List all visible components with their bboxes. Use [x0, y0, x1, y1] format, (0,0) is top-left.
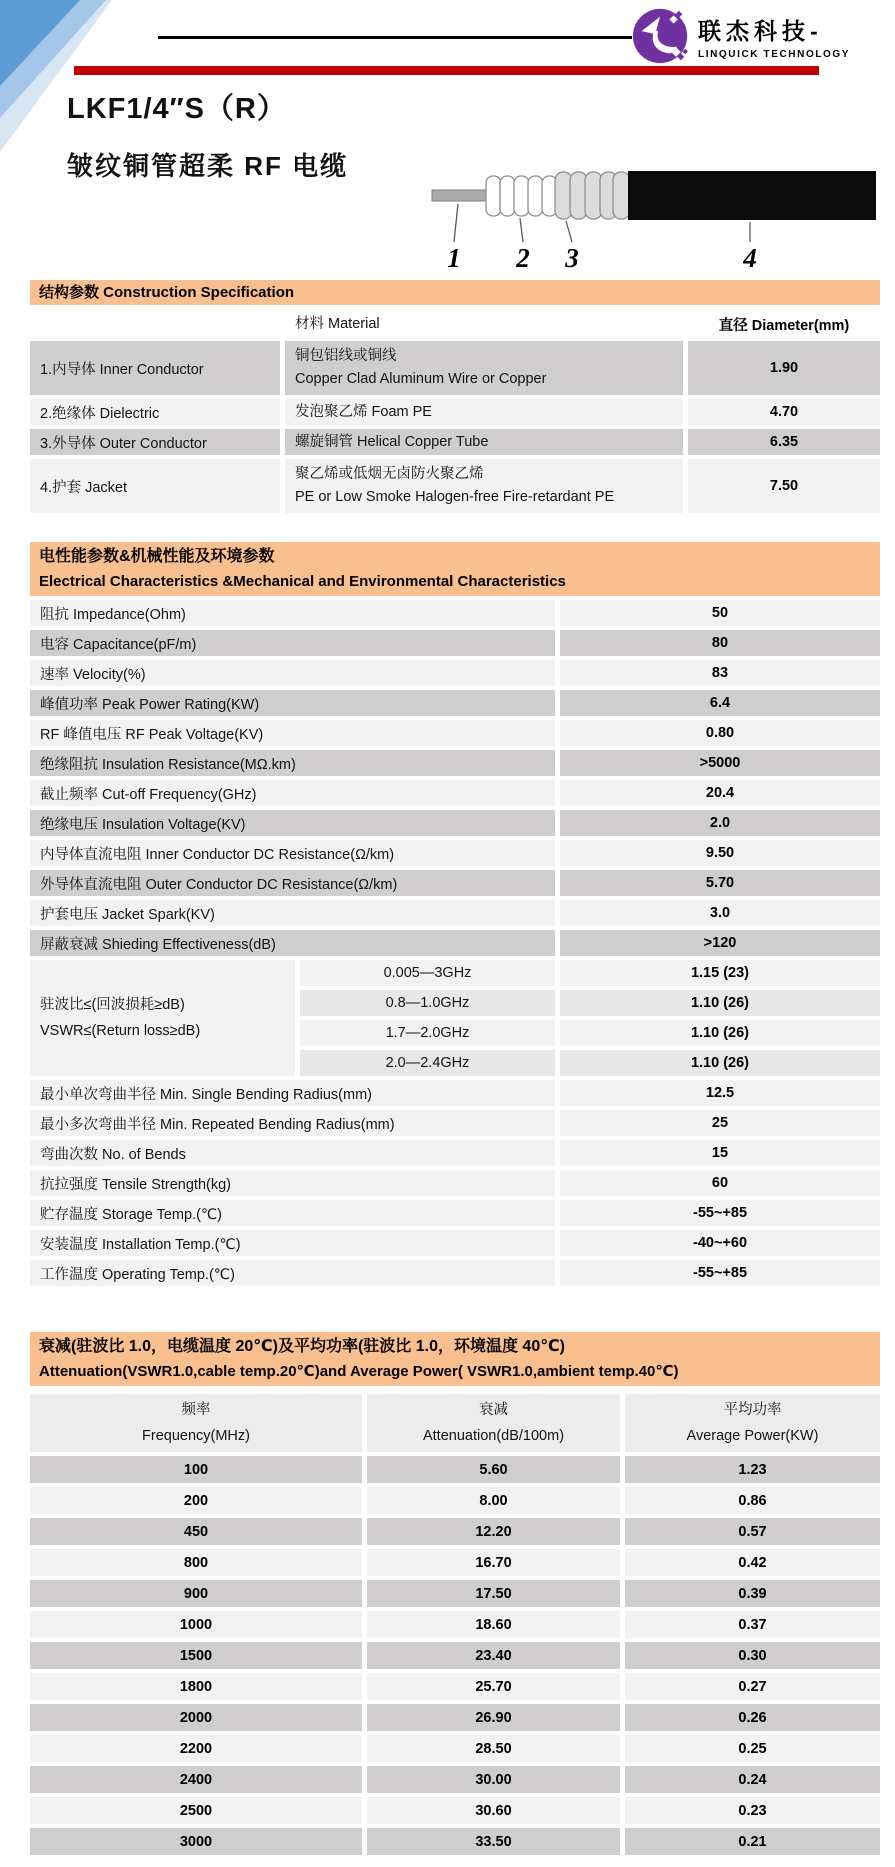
spec-value: 5.70 [560, 870, 880, 896]
table-row [30, 459, 880, 513]
spec-value: >120 [560, 930, 880, 956]
brand-logo [630, 5, 850, 67]
table-row [30, 1611, 880, 1638]
spec-label: RF 峰值电压 RF Peak Voltage(KV) [30, 720, 555, 746]
table-row [30, 399, 880, 425]
attenuation-value: 18.60 [367, 1611, 620, 1638]
attenuation-column-header: 衰减 Attenuation(dB/100m) [367, 1394, 620, 1452]
table-row [30, 1487, 880, 1514]
table-row [300, 1020, 880, 1046]
attenuation-section-title-en: Attenuation(VSWR1.0,cable temp.20℃)and Average Power( VSWR1.0,ambient temp.40℃) [39, 1363, 679, 1380]
attenuation-value: 8.00 [367, 1487, 620, 1514]
power-value: 0.27 [625, 1673, 880, 1700]
spec-label: 绝缘电压 Insulation Voltage(KV) [30, 810, 555, 836]
vswr-range: 0.8—1.0GHz [300, 990, 555, 1016]
layer-name: 1.内导体 Inner Conductor [30, 341, 280, 395]
power-value: 1.23 [625, 1456, 880, 1483]
product-model-title: LKF1/4″S（R） [67, 93, 287, 125]
spec-value: -40~+60 [560, 1230, 880, 1256]
layer-diameter: 4.70 [688, 399, 880, 425]
layer-material: 发泡聚乙烯 Foam PE [285, 399, 683, 425]
table-row [300, 1050, 880, 1076]
table-row [30, 341, 880, 395]
spec-label: 阻抗 Impedance(Ohm) [30, 600, 555, 626]
spec-label: 弯曲次数 No. of Bends [30, 1140, 555, 1166]
vswr-value: 1.15 (23) [560, 960, 880, 986]
frequency-value: 3000 [30, 1828, 362, 1855]
table-row [30, 870, 880, 896]
table-row [30, 1170, 880, 1196]
table-row [30, 810, 880, 836]
electrical-section-title-en: Electrical Characteristics &Mechanical and Environmental Characteristics [39, 573, 566, 590]
attenuation-value: 30.00 [367, 1766, 620, 1793]
electrical-section-title-cn: 电性能参数&机械性能及环境参数 [39, 548, 275, 565]
spec-value: 0.80 [560, 720, 880, 746]
attenuation-value: 25.70 [367, 1673, 620, 1700]
table-row [30, 600, 880, 626]
table-row [30, 1642, 880, 1669]
spec-value: -55~+85 [560, 1200, 880, 1226]
table-header-row [30, 311, 880, 337]
blank-header-cell [30, 311, 280, 337]
table-row [30, 1704, 880, 1731]
power-value: 0.21 [625, 1828, 880, 1855]
table-row [30, 1140, 880, 1166]
table-row [30, 780, 880, 806]
table-row [30, 1549, 880, 1576]
attenuation-section-title-cn: 衰减(驻波比 1.0，电缆温度 20℃)及平均功率(驻波比 1.0，环境温度 40℃) [39, 1338, 565, 1355]
power-value: 0.86 [625, 1487, 880, 1514]
attenuation-header-row [30, 1394, 880, 1452]
attenuation-value: 26.90 [367, 1704, 620, 1731]
electrical-section-header [30, 542, 880, 596]
table-row [30, 1080, 880, 1106]
diagram-label-3: 3 [565, 243, 579, 273]
layer-name: 3.外导体 Outer Conductor [30, 429, 280, 455]
frequency-value: 2500 [30, 1797, 362, 1824]
spec-value: 50 [560, 600, 880, 626]
frequency-value: 2400 [30, 1766, 362, 1793]
electrical-rows-top [30, 600, 880, 956]
spec-value: 12.5 [560, 1080, 880, 1106]
table-row [30, 750, 880, 776]
page-content [30, 280, 880, 1859]
spec-label: 贮存温度 Storage Temp.(℃) [30, 1200, 555, 1226]
power-value: 0.25 [625, 1735, 880, 1762]
spec-label: 最小单次弯曲半径 Min. Single Bending Radius(mm) [30, 1080, 555, 1106]
table-row [30, 1110, 880, 1136]
spec-label: 最小多次弯曲半径 Min. Repeated Bending Radius(mm) [30, 1110, 555, 1136]
frequency-value: 800 [30, 1549, 362, 1576]
table-row [30, 1580, 880, 1607]
product-name-subtitle: 皱纹铜管超柔 RF 电缆 [67, 151, 349, 181]
table-row [30, 1735, 880, 1762]
table-row [30, 1260, 880, 1286]
table-row [30, 1456, 880, 1483]
spec-value: 15 [560, 1140, 880, 1166]
spec-label: 工作温度 Operating Temp.(℃) [30, 1260, 555, 1286]
table-row [30, 1200, 880, 1226]
diagram-label-4: 4 [743, 243, 757, 273]
frequency-value: 2000 [30, 1704, 362, 1731]
spec-label: 外导体直流电阻 Outer Conductor DC Resistance(Ω/km) [30, 870, 555, 896]
table-row [30, 930, 880, 956]
spec-label: 安装温度 Installation Temp.(℃) [30, 1230, 555, 1256]
construction-table [30, 311, 880, 513]
spec-value: 3.0 [560, 900, 880, 926]
spec-value: 83 [560, 660, 880, 686]
table-row [30, 690, 880, 716]
header-rule-line [158, 36, 632, 39]
layer-diameter: 1.90 [688, 341, 880, 395]
table-row [30, 900, 880, 926]
table-row [30, 1797, 880, 1824]
table-row [30, 1673, 880, 1700]
layer-diameter: 7.50 [688, 459, 880, 513]
diagram-outer-conductor [555, 172, 630, 219]
layer-material: 螺旋铜管 Helical Copper Tube [285, 429, 683, 455]
vswr-range: 1.7—2.0GHz [300, 1020, 555, 1046]
red-accent-bar [74, 66, 819, 75]
vswr-range: 0.005—3GHz [300, 960, 555, 986]
brand-name-en: LINQUICK TECHNOLOGY [698, 48, 851, 60]
diameter-column-header: 直径 Diameter(mm) [718, 317, 850, 334]
layer-material: 铜包铝线或铜线 Copper Clad Aluminum Wire or Copper [285, 341, 683, 395]
spec-label: 抗拉强度 Tensile Strength(kg) [30, 1170, 555, 1196]
layer-name: 2.绝缘体 Dielectric [30, 399, 280, 425]
vswr-block [30, 960, 880, 1076]
attenuation-value: 16.70 [367, 1549, 620, 1576]
spec-value: 20.4 [560, 780, 880, 806]
spec-label: 速率 Velocity(%) [30, 660, 555, 686]
cable-diagram [428, 168, 880, 274]
table-row [30, 840, 880, 866]
attenuation-value: 17.50 [367, 1580, 620, 1607]
brand-name-cn: 联杰科技- [698, 17, 823, 44]
attenuation-value: 23.40 [367, 1642, 620, 1669]
power-value: 0.24 [625, 1766, 880, 1793]
attenuation-value: 5.60 [367, 1456, 620, 1483]
table-row [30, 1518, 880, 1545]
brand-name [698, 13, 850, 60]
power-value: 0.57 [625, 1518, 880, 1545]
spec-label: 绝缘阻抗 Insulation Resistance(MΩ.km) [30, 750, 555, 776]
diagram-inner-conductor [432, 190, 490, 201]
power-column-header: 平均功率 Average Power(KW) [625, 1394, 880, 1452]
table-row [30, 429, 880, 455]
spec-value: 2.0 [560, 810, 880, 836]
power-value: 0.30 [625, 1642, 880, 1669]
table-row [300, 990, 880, 1016]
vswr-range: 2.0—2.4GHz [300, 1050, 555, 1076]
spec-value: 9.50 [560, 840, 880, 866]
power-value: 0.23 [625, 1797, 880, 1824]
electrical-table [30, 600, 880, 1286]
frequency-value: 200 [30, 1487, 362, 1514]
spec-value: -55~+85 [560, 1260, 880, 1286]
diagram-label-1: 1 [447, 243, 461, 273]
frequency-value: 1500 [30, 1642, 362, 1669]
vswr-value: 1.10 (26) [560, 1050, 880, 1076]
attenuation-value: 33.50 [367, 1828, 620, 1855]
diagram-dielectric [486, 176, 557, 216]
power-value: 0.37 [625, 1611, 880, 1638]
spec-value: 6.4 [560, 690, 880, 716]
frequency-value: 1000 [30, 1611, 362, 1638]
table-row [30, 660, 880, 686]
spec-value: 25 [560, 1110, 880, 1136]
layer-diameter: 6.35 [688, 429, 880, 455]
spec-label: 内导体直流电阻 Inner Conductor DC Resistance(Ω/km) [30, 840, 555, 866]
table-row [30, 630, 880, 656]
frequency-value: 1800 [30, 1673, 362, 1700]
spec-label: 截止频率 Cut-off Frequency(GHz) [30, 780, 555, 806]
attenuation-section-header [30, 1332, 880, 1386]
corner-decoration [0, 0, 140, 160]
spec-value: >5000 [560, 750, 880, 776]
frequency-value: 900 [30, 1580, 362, 1607]
table-row [30, 720, 880, 746]
spec-value: 60 [560, 1170, 880, 1196]
vswr-value: 1.10 (26) [560, 990, 880, 1016]
spec-value: 80 [560, 630, 880, 656]
electrical-rows-bottom [30, 1080, 880, 1286]
vswr-rows [300, 960, 880, 1076]
table-row [30, 1766, 880, 1793]
attenuation-table [30, 1456, 880, 1855]
spec-label: 峰值功率 Peak Power Rating(KW) [30, 690, 555, 716]
attenuation-value: 30.60 [367, 1797, 620, 1824]
table-row [30, 1230, 880, 1256]
frequency-column-header: 频率 Frequency(MHz) [30, 1394, 362, 1452]
spec-label: 屏蔽衰减 Shieding Effectiveness(dB) [30, 930, 555, 956]
spec-label: 护套电压 Jacket Spark(KV) [30, 900, 555, 926]
frequency-value: 100 [30, 1456, 362, 1483]
spec-label: 电容 Capacitance(pF/m) [30, 630, 555, 656]
power-value: 0.39 [625, 1580, 880, 1607]
layer-name: 4.护套 Jacket [30, 459, 280, 513]
diagram-label-2: 2 [516, 243, 530, 273]
power-value: 0.26 [625, 1704, 880, 1731]
brand-logo-icon [630, 5, 692, 67]
vswr-label: 驻波比≤(回波损耗≥dB) VSWR≤(Return loss≥dB) [30, 960, 295, 1076]
frequency-value: 2200 [30, 1735, 362, 1762]
attenuation-value: 28.50 [367, 1735, 620, 1762]
table-row [30, 1828, 880, 1855]
power-value: 0.42 [625, 1549, 880, 1576]
attenuation-value: 12.20 [367, 1518, 620, 1545]
vswr-value: 1.10 (26) [560, 1020, 880, 1046]
construction-section-header: 结构参数 Construction Specification [30, 280, 880, 305]
material-column-header: 材料 Material [295, 315, 380, 332]
table-row [300, 960, 880, 986]
diagram-jacket [628, 171, 876, 220]
frequency-value: 450 [30, 1518, 362, 1545]
layer-material: 聚乙烯或低烟无卤防火聚乙烯 PE or Low Smoke Halogen-free Fire-retardant PE [285, 459, 683, 513]
